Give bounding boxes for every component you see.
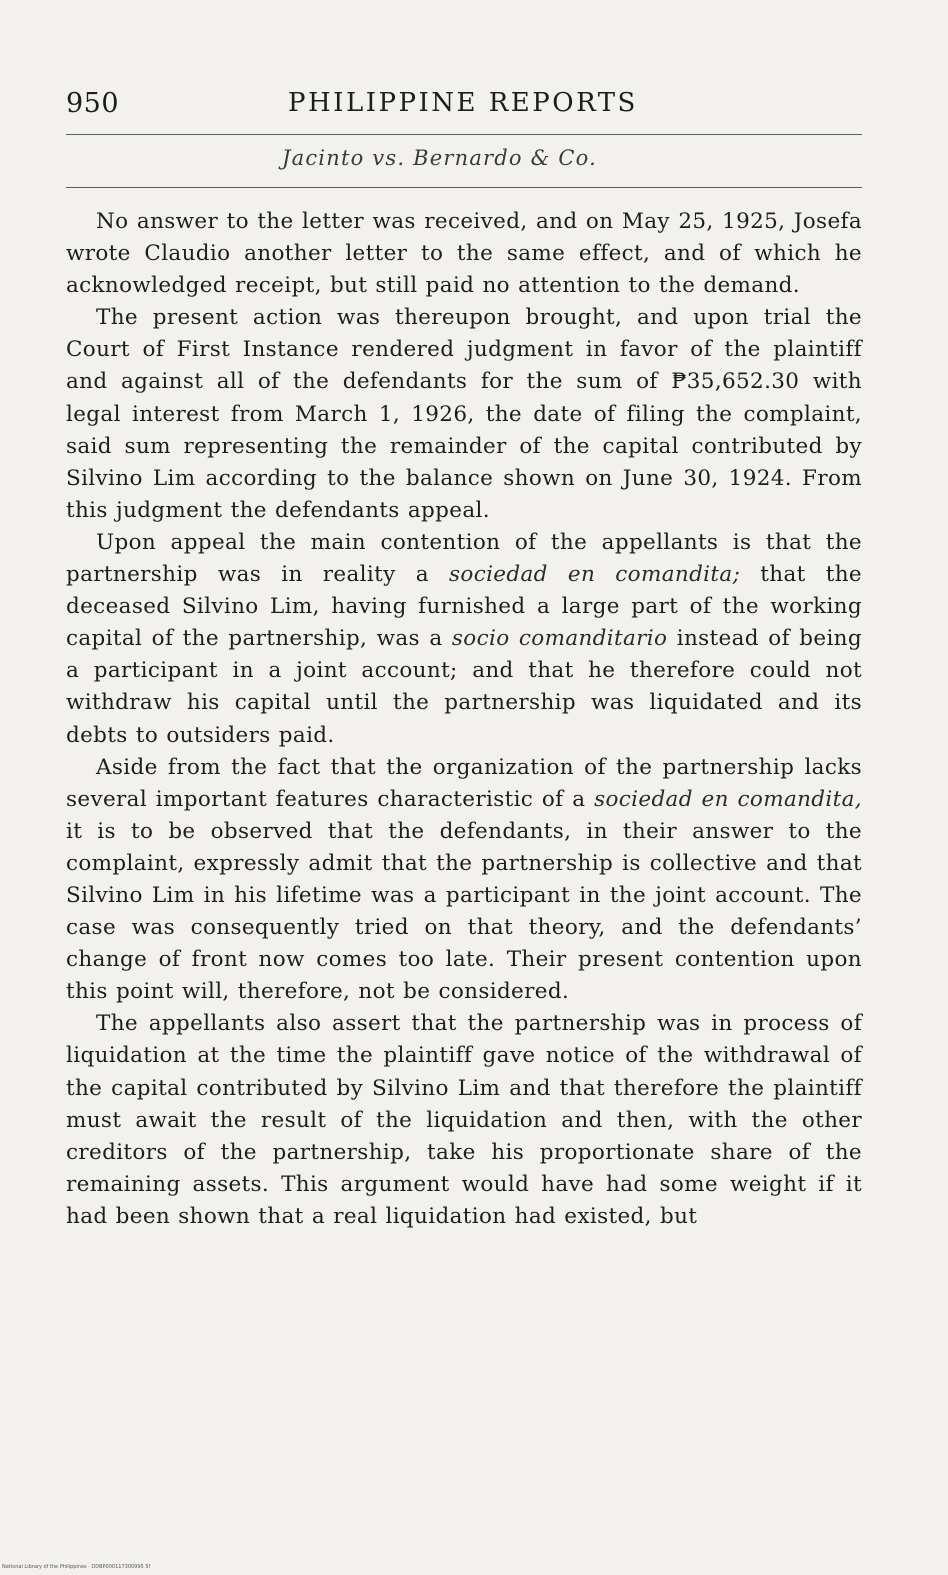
library-footer-mark: National Library of the Philippines · DDBP000117300995 5f xyxy=(2,1564,151,1570)
paragraph-5: The appellants also assert that the partnership was in process of liquidation at the time the plaintiff gave notice of the withdrawal of the capital contributed by Silvino Lim and that therefore the plaintiff must await the result of the liquidation and then, with the other creditors of the partnership, take his proportionate share of the remaining assets. This argument would have had some weight if it had been shown that a real liquidation had existed, but xyxy=(66,1011,862,1229)
paragraph-4-text-b: it is to be observed that the defendants, in their answer to the complaint, expressly admit that the partnership is collective and that Silvino Lim in his lifetime was a participant in the joint account. The case was consequently tried on that theory, and the defendants’ change of front now comes too late. Their present contention upon this point will, therefore, not be considered. xyxy=(66,818,862,1005)
header-rule-top xyxy=(66,134,862,135)
paragraph-3 xyxy=(66,527,862,752)
paragraph-3-text-b: that the deceased Silvino Lim, having furnished a large part of the working capital of the partnership, was a xyxy=(66,562,863,652)
running-head-title: PHILIPPINE REPORTS xyxy=(288,88,638,118)
header-rule-bottom xyxy=(66,187,862,188)
paragraph-2: The present action was thereupon brought, and upon trial the Court of First Instance rendered judgment in favor of the plaintiff and against all of the defendants for the sum of ₱35,652.30 with legal interest from March 1, 1926, the date of filing the complaint, said sum representing the remainder of the capital contributed by Silvino Lim according to the balance shown on June 30, 1924. From this judgment the defendants appeal. xyxy=(66,305,862,523)
paragraph-4 xyxy=(66,752,862,1009)
paragraph-4-text-a: Aside from the fact that the organization of the partnership lacks several important features characteristic of a xyxy=(66,754,862,812)
paragraph-3-text-c: instead of being a participant in a joint account; and that he therefore could not withdraw his capital until the partnership was liquidated and its debts to outsiders paid. xyxy=(66,626,862,748)
body-text xyxy=(66,206,862,1233)
case-title: Jacinto vs. Bernardo & Co. xyxy=(282,146,598,170)
paragraph-3-italic-b: socio comanditario xyxy=(451,626,668,652)
page-number: 950 xyxy=(66,88,120,119)
paragraph-3-text-a: Upon appeal the main contention of the appellants is that the partnership was in reality a xyxy=(66,529,862,588)
paragraph-1: No answer to the letter was received, and on May 25, 1925, Josefa wrote Claudio another letter to the same effect, and of which he acknowledged receipt, but still paid no attention to the demand. xyxy=(66,209,862,299)
paragraph-3-italic-a: sociedad en comandita; xyxy=(449,562,741,588)
paragraph-4-italic-a: sociedad en comandita, xyxy=(594,786,862,812)
